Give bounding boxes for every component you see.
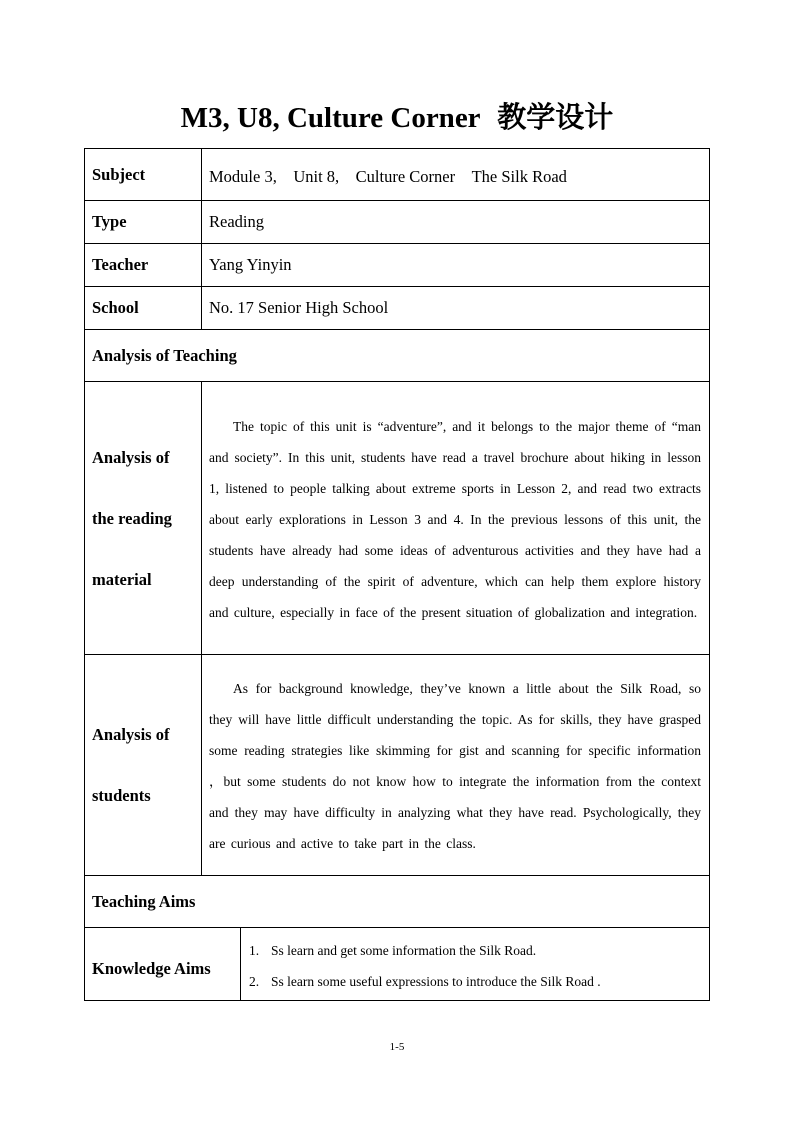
subject-row xyxy=(85,149,710,201)
teacher-value: Yang Yinyin xyxy=(202,244,710,287)
type-value: Reading xyxy=(202,201,710,244)
students-row xyxy=(85,655,710,876)
students-label-line-1: Analysis of xyxy=(92,725,170,744)
school-label: School xyxy=(85,287,202,330)
subject-value: Module 3, Unit 8, Culture Corner The Silk Road xyxy=(202,149,710,201)
reading-material-label-line-1: Analysis of xyxy=(92,447,170,467)
knowledge-aim-text: Ss learn and get some information the Silk Road. xyxy=(271,943,537,958)
teacher-row xyxy=(85,244,710,287)
reading-material-text-cell xyxy=(202,382,710,655)
students-label-cell xyxy=(85,655,202,876)
title-chinese: 教学设计 xyxy=(497,100,614,134)
knowledge-aim-number: 2. xyxy=(249,974,260,989)
page-number: 1-5 xyxy=(389,1041,405,1053)
reading-material-label-cell xyxy=(85,382,202,655)
students-label-line-2: students xyxy=(92,786,151,805)
reading-material-label-line-2: the reading xyxy=(92,508,172,528)
knowledge-aims-list xyxy=(241,931,709,997)
reading-material-text: The topic of this unit is “adventure”, and it belongs to the major theme of “man and society”. In this unit, students have read a travel brochure about hiking in lesson 1, listened to people talking about extreme sports in Lesson 2, and read two extracts about early explorations in Lesson 3 and 4. In the previous lessons of this unit, the students have already had some ideas of adventurous activities and they have had a deep understanding of the spirit of adventure, which can help them explore history and culture, especially in face of the present situation of globalization and integration. xyxy=(209,418,701,620)
students-text-cell xyxy=(202,655,710,876)
knowledge-aims-label: Knowledge Aims xyxy=(85,928,241,1001)
reading-material-label xyxy=(85,427,201,610)
type-row xyxy=(85,201,710,244)
students-text: As for background knowledge, they’ve known a little about the Silk Road, so they will have little difficult understanding the topic. As for skills, they have grasped some reading strategies like skimming for gist and scanning for specific information ，but some students do not know how to integrate the information from the context and they may have difficulty in analyzing what they have read. Psychologically, they are curious and active to take part in the class. xyxy=(209,681,701,851)
type-label: Type xyxy=(85,201,202,244)
knowledge-aims-row xyxy=(85,928,710,1001)
knowledge-aim-item xyxy=(249,935,709,966)
subject-label: Subject xyxy=(85,149,202,201)
students-label xyxy=(85,704,201,826)
title-main: M3, U8, Culture Corner xyxy=(180,102,481,134)
knowledge-aim-number: 1. xyxy=(249,943,260,958)
teacher-label: Teacher xyxy=(85,244,202,287)
lesson-plan-table xyxy=(84,148,710,1001)
knowledge-aim-item xyxy=(249,966,709,997)
teaching-aims-row xyxy=(85,876,710,928)
analysis-teaching-row xyxy=(85,330,710,382)
knowledge-aims-cell xyxy=(241,928,710,1001)
reading-material-row xyxy=(85,382,710,655)
reading-material-label-line-3: material xyxy=(92,569,152,589)
knowledge-aim-text: Ss learn some useful expressions to introduce the Silk Road . xyxy=(271,974,601,989)
teaching-aims-heading: Teaching Aims xyxy=(85,876,710,928)
school-row xyxy=(85,287,710,330)
analysis-teaching-heading: Analysis of Teaching xyxy=(85,330,710,382)
school-value: No. 17 Senior High School xyxy=(202,287,710,330)
page-title xyxy=(0,97,794,138)
